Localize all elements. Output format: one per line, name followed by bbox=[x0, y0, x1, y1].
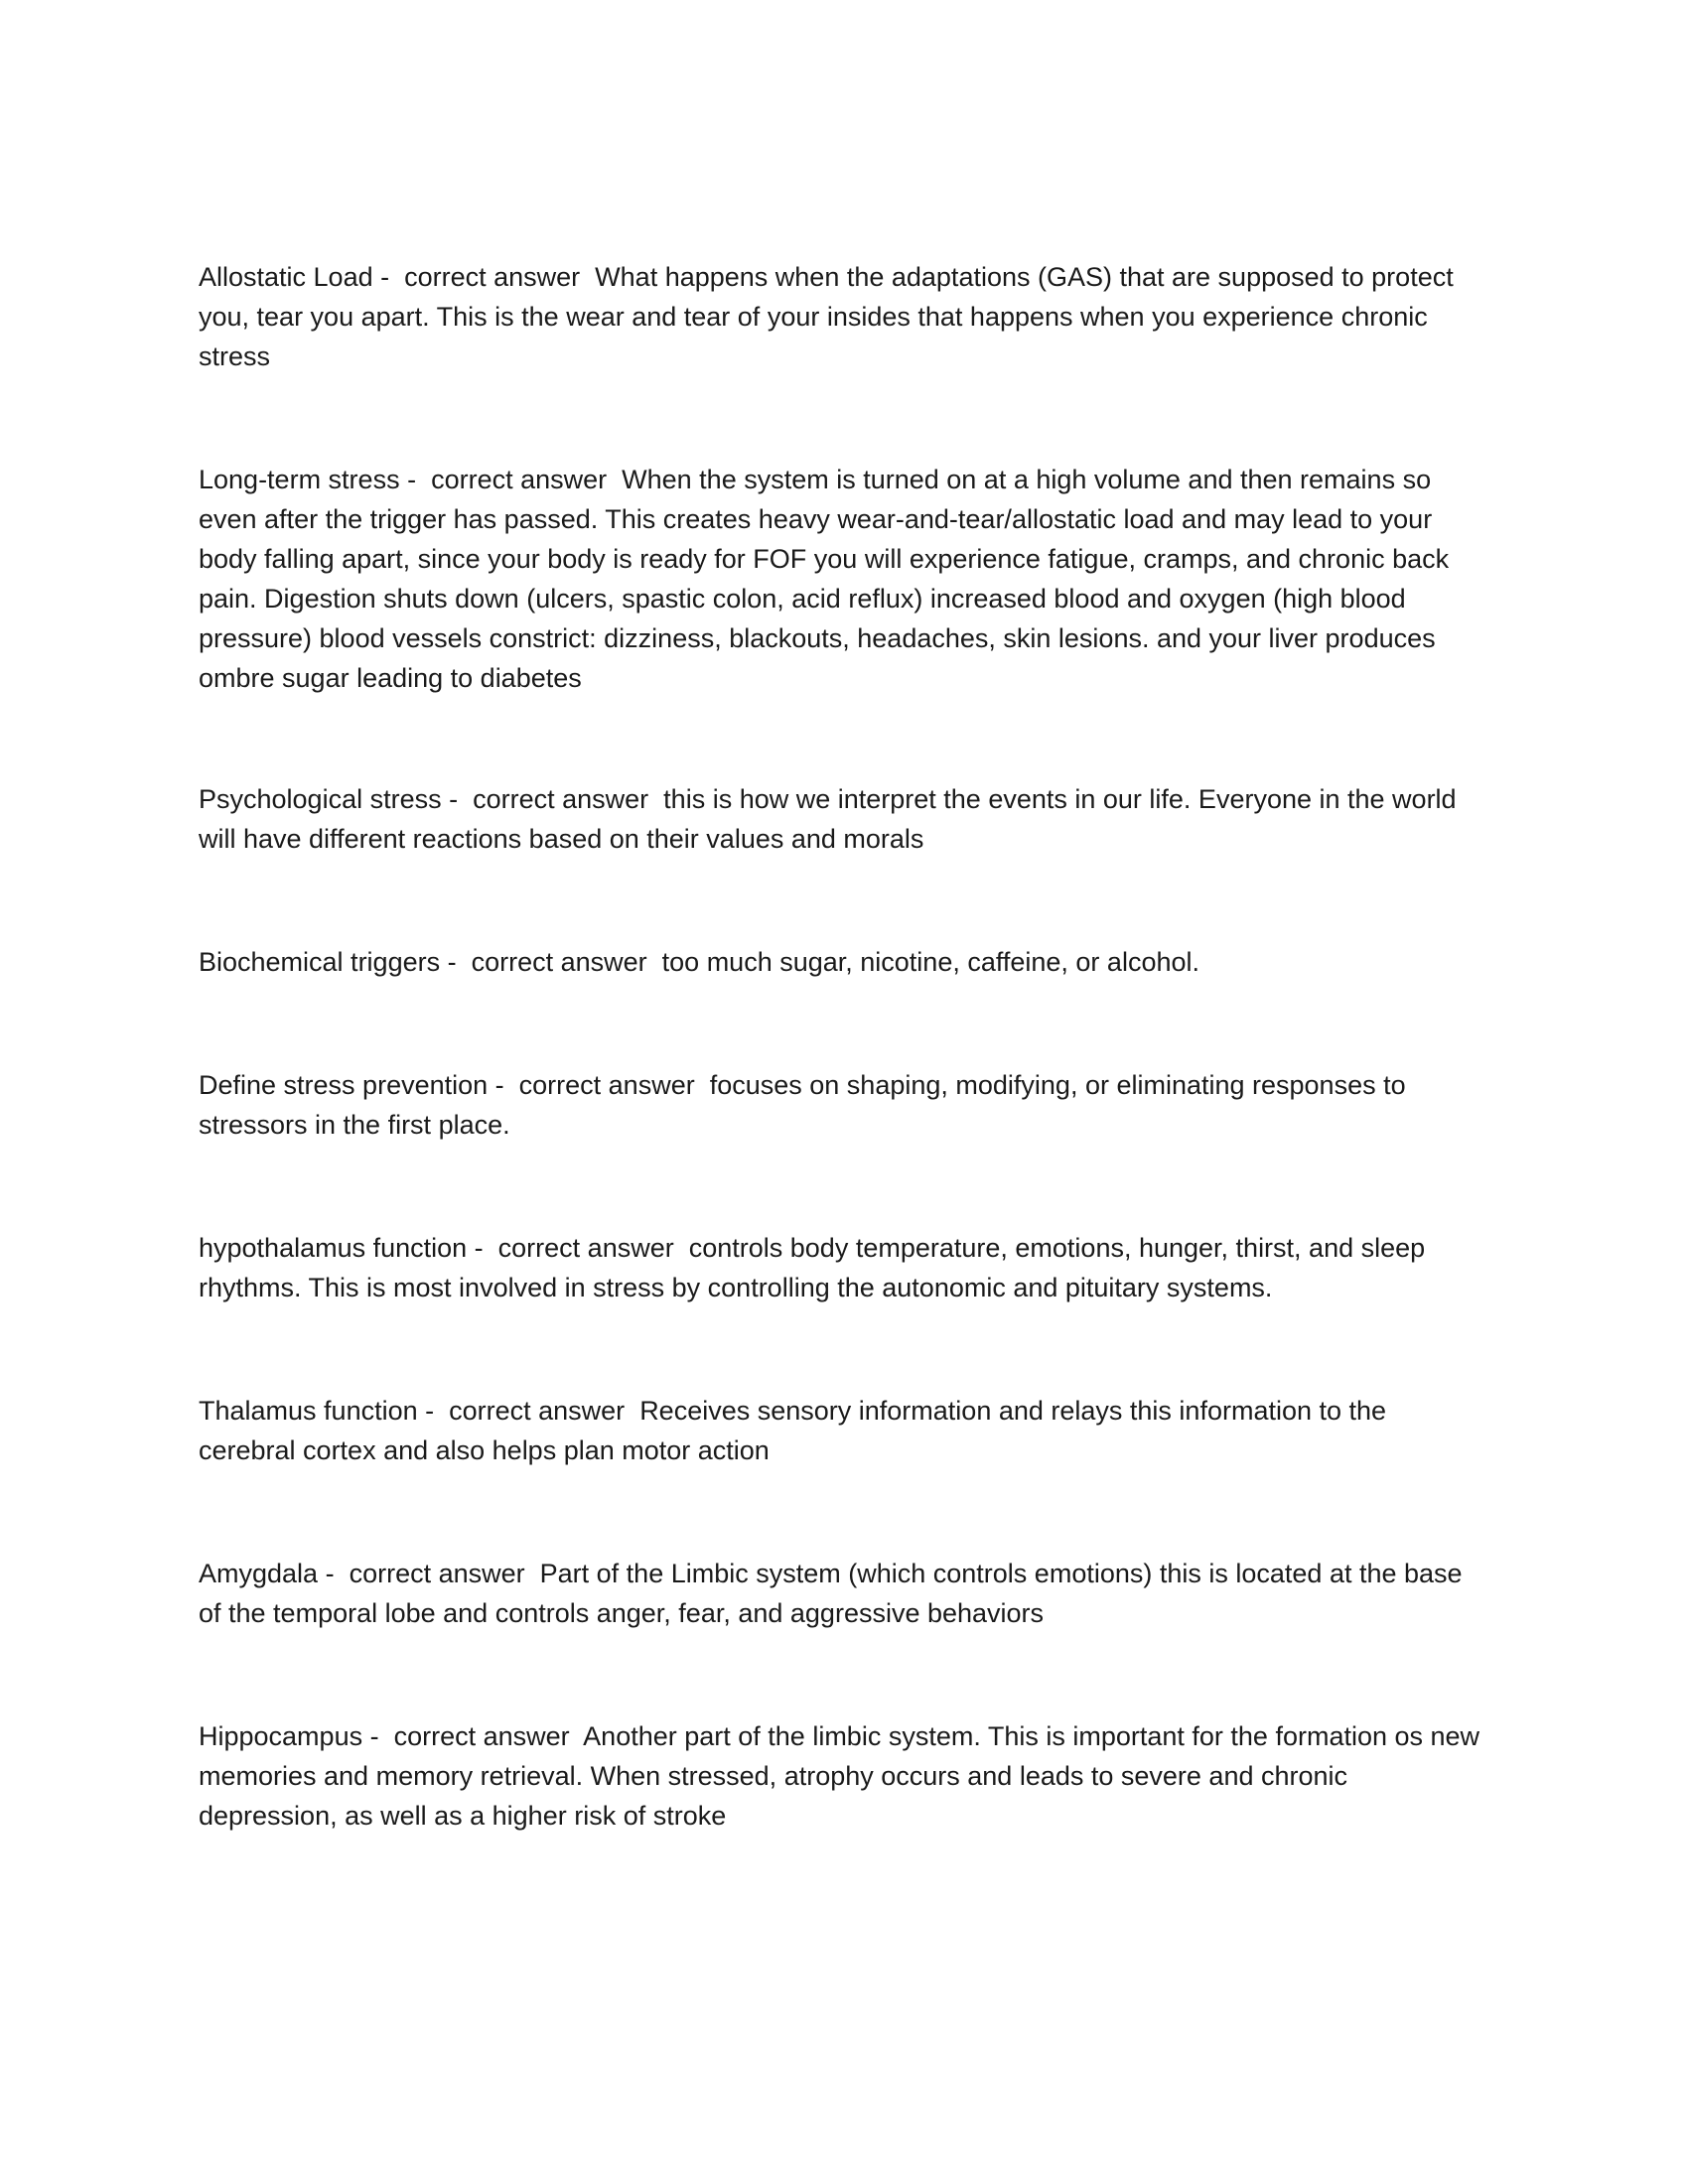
entry-definition: focuses on shaping, modifying, or eliminating responses to stressors in the first place. bbox=[199, 1070, 1406, 1140]
flashcard-entry-psychological-stress bbox=[199, 779, 1489, 859]
entry-definition: Part of the Limbic system (which controls emotions) this is located at the base of the temporal lobe and controls anger, fear, and aggressive behaviors bbox=[199, 1559, 1463, 1628]
entry-separator: - correct answer bbox=[362, 1721, 584, 1751]
flashcard-entry-thalamus bbox=[199, 1391, 1489, 1470]
entry-separator: - correct answer bbox=[440, 947, 662, 977]
entry-definition: What happens when the adaptations (GAS) that are supposed to protect you, tear you apart. This is the wear and tear of your insides that happens when you experience chronic stress bbox=[199, 262, 1454, 371]
entry-separator: - correct answer bbox=[372, 262, 596, 292]
entry-separator: - correct answer bbox=[318, 1559, 540, 1588]
entry-term: Psychological stress bbox=[199, 784, 442, 814]
flashcard-entry-amygdala bbox=[199, 1554, 1489, 1633]
entry-term: Thalamus function bbox=[199, 1396, 418, 1426]
flashcard-entry-long-term-stress bbox=[199, 460, 1489, 698]
flashcard-entry-biochemical-triggers bbox=[199, 942, 1489, 982]
entry-term: Long-term stress bbox=[199, 465, 400, 494]
entry-term: Biochemical triggers bbox=[199, 947, 441, 977]
entry-definition: When the system is turned on at a high volume and then remains so even after the trigger has passed. This creates heavy wear-and-tear/allostatic load and may lead to your body falling apart, since your body is ready for FOF you will experience fatigue, cramps, and chronic back pain. Digestion shuts down (ulcers, spastic colon, acid reflux) increased blood and oxygen (high blood pressure) blood vessels constrict: dizziness, blackouts, headaches, skin lesions. and your liver produces ombre sugar leading to diabetes bbox=[199, 465, 1450, 693]
flashcard-entry-stress-prevention bbox=[199, 1065, 1489, 1145]
flashcard-entry-hypothalamus bbox=[199, 1228, 1489, 1307]
entry-definition: Receives sensory information and relays this information to the cerebral cortex and also helps plan motor action bbox=[199, 1396, 1387, 1465]
entry-separator: - correct answer bbox=[488, 1070, 710, 1100]
entry-term: Hippocampus bbox=[199, 1721, 363, 1751]
entry-term: Amygdala bbox=[199, 1559, 319, 1588]
entry-term: Define stress prevention bbox=[199, 1070, 489, 1100]
entry-definition: too much sugar, nicotine, caffeine, or alcohol. bbox=[661, 947, 1199, 977]
entry-separator: - correct answer bbox=[441, 784, 664, 814]
entry-separator: - correct answer bbox=[399, 465, 623, 494]
flashcard-entry-hippocampus bbox=[199, 1716, 1489, 1836]
entry-term: Allostatic Load bbox=[199, 262, 373, 292]
entry-separator: - correct answer bbox=[467, 1233, 689, 1263]
entry-definition: this is how we interpret the events in our life. Everyone in the world will have different reactions based on their values and morals bbox=[199, 784, 1457, 854]
flashcard-entry-allostatic-load bbox=[199, 257, 1489, 376]
entry-definition: controls body temperature, emotions, hunger, thirst, and sleep rhythms. This is most involved in stress by controlling the autonomic and pituitary systems. bbox=[199, 1233, 1426, 1302]
entry-term: hypothalamus function bbox=[199, 1233, 468, 1263]
entry-separator: - correct answer bbox=[417, 1396, 640, 1426]
entry-definition: Another part of the limbic system. This is important for the formation os new memories and memory retrieval. When stressed, atrophy occurs and leads to severe and chronic depression, as well as a higher risk of stroke bbox=[199, 1721, 1480, 1831]
